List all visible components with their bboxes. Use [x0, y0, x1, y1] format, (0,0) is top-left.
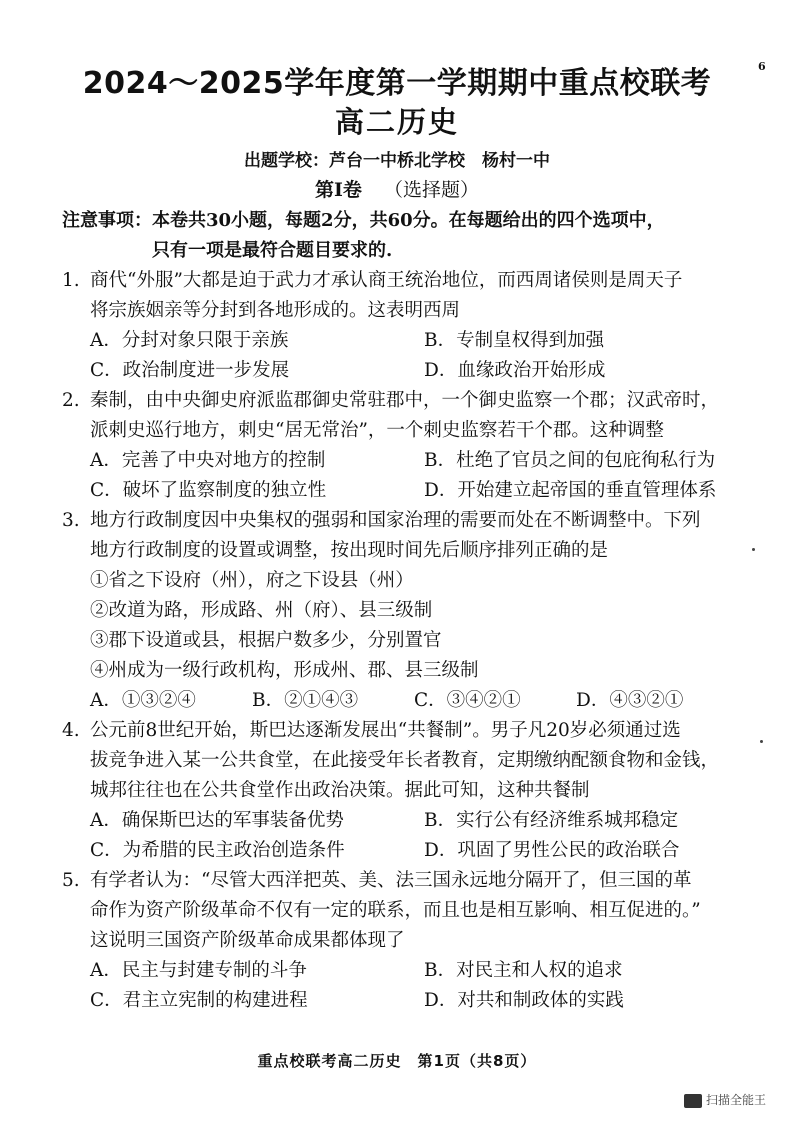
exam-schools: 出题学校：芦台一中桥北学校 杨村一中 [244, 151, 550, 171]
question-3 [62, 506, 762, 716]
exam-title: 2024～2025学年度第一学期期中重点校联考 [82, 66, 712, 101]
exam-notes [62, 206, 762, 266]
question-number: 3. [62, 510, 80, 531]
question-stem-continued: 派刺史巡行地方，刺史“居无常治”，一个刺史监察若干个郡。这种调整 [90, 420, 664, 441]
scanner-watermark [684, 1078, 794, 1108]
option-d: D．开始建立起帝国的垂直管理体系 [424, 480, 717, 501]
question-stem-continued-2: 城邦往往也在公共食堂作出政治决策。据此可知，这种共餐制 [90, 780, 590, 801]
question-number: 2. [62, 390, 80, 411]
page-footer: 重点校联考高二历史 第1页（共8页） [257, 1052, 537, 1068]
option-list [62, 956, 762, 1016]
section-subtitle: （选择题） [383, 179, 479, 201]
option-a: A．①③②④ [90, 690, 196, 711]
question-number: 4. [62, 720, 80, 741]
question-stem: 5. 有学者认为：“尽管大西洋把英、美、法三国永远地分隔开了，但三国的革 [62, 866, 762, 896]
question-list [62, 266, 762, 1016]
section-title: 第Ⅰ卷 [315, 179, 362, 201]
option-c: C．③④②① [414, 690, 521, 711]
option-a: A．分封对象只限于亲族 [90, 330, 289, 351]
option-b: B．专制皇权得到加强 [424, 330, 605, 351]
option-b: B．②①④③ [252, 690, 359, 711]
option-d: D．对共和制政体的实践 [424, 990, 624, 1011]
section-heading [0, 175, 794, 202]
question-stem: 4. 公元前8世纪开始，斯巴达逐渐发展出“共餐制”。男子凡20岁必须通过选 [62, 716, 762, 746]
question-stem-continued: 命作为资产阶级革命不仅有一定的联系，而且也是相互影响、相互促进的。” [90, 900, 701, 921]
question-4 [62, 716, 762, 866]
question-number: 1. [62, 270, 80, 291]
option-list [62, 446, 762, 506]
option-b: B．实行公有经济维系城邦稳定 [424, 810, 679, 831]
question-1 [62, 266, 762, 386]
option-a: A．民主与封建专制的斗争 [90, 960, 307, 981]
question-stem-continued: 地方行政制度的设置或调整，按出现时间先后顺序排列正确的是 [90, 540, 609, 561]
option-b: B．对民主和人权的追求 [424, 960, 623, 981]
option-b: B．杜绝了官员之间的包庇徇私行为 [424, 450, 716, 471]
question-stem: 3. 地方行政制度因中央集权的强弱和国家治理的需要而处在不断调整中。下列 [62, 506, 762, 536]
statement-1: ①省之下设府（州），府之下设县（州） [90, 570, 414, 591]
option-d: D．血缘政治开始形成 [424, 360, 606, 381]
option-a: A．完善了中央对地方的控制 [90, 450, 326, 471]
statement-2: ②改道为路，形成路、州（府）、县三级制 [90, 600, 433, 621]
option-c: C．破坏了监察制度的独立性 [90, 480, 327, 501]
question-stem-continued: 将宗族姻亲等分封到各地形成的。这表明西周 [90, 300, 461, 321]
option-c: C．君主立宪制的构建进程 [90, 990, 308, 1011]
scanner-logo-icon [684, 1094, 702, 1108]
question-stem-continued-2: 这说明三国资产阶级革命成果都体现了 [90, 930, 405, 951]
scan-speck [760, 740, 763, 743]
option-a: A．确保斯巴达的军事装备优势 [90, 810, 344, 831]
corner-mark: 6 [758, 60, 766, 73]
statement-4: ④州成为一级行政机构，形成州、郡、县三级制 [90, 660, 479, 681]
question-stem-continued: 拔竞争进入某一公共食堂，在此接受年长者教育，定期缴纳配额食物和金钱， [90, 750, 720, 771]
option-list [62, 806, 762, 866]
question-stem: 1. 商代“外服”大都是迫于武力才承认商王统治地位，而西周诸侯则是周天子 [62, 266, 762, 296]
notes-line-1: 注意事项：本卷共30小题，每题2分，共60分。在每题给出的四个选项中， [62, 210, 665, 231]
option-c: C．为希腊的民主政治创造条件 [90, 840, 345, 861]
scanner-watermark-text: 扫描全能王 [706, 1093, 767, 1107]
option-d: D．④③②① [576, 690, 684, 711]
question-stem: 2. 秦制，由中央御史府派监郡御史常驻郡中，一个御史监察一个郡；汉武帝时， [62, 386, 762, 416]
option-c: C．政治制度进一步发展 [90, 360, 290, 381]
scan-speck [752, 548, 755, 551]
statement-3: ③郡下设道或县，根据户数多少，分别置官 [90, 630, 442, 651]
question-2 [62, 386, 762, 506]
question-5 [62, 866, 762, 1016]
question-number: 5. [62, 870, 80, 891]
exam-subject: 高二历史 [334, 105, 459, 139]
notes-line-2: 只有一项是最符合题目要求的. [152, 240, 393, 261]
statement-list [62, 566, 762, 686]
option-list [62, 686, 762, 716]
option-list [62, 326, 762, 386]
option-d: D．巩固了男性公民的政治联合 [424, 840, 680, 861]
